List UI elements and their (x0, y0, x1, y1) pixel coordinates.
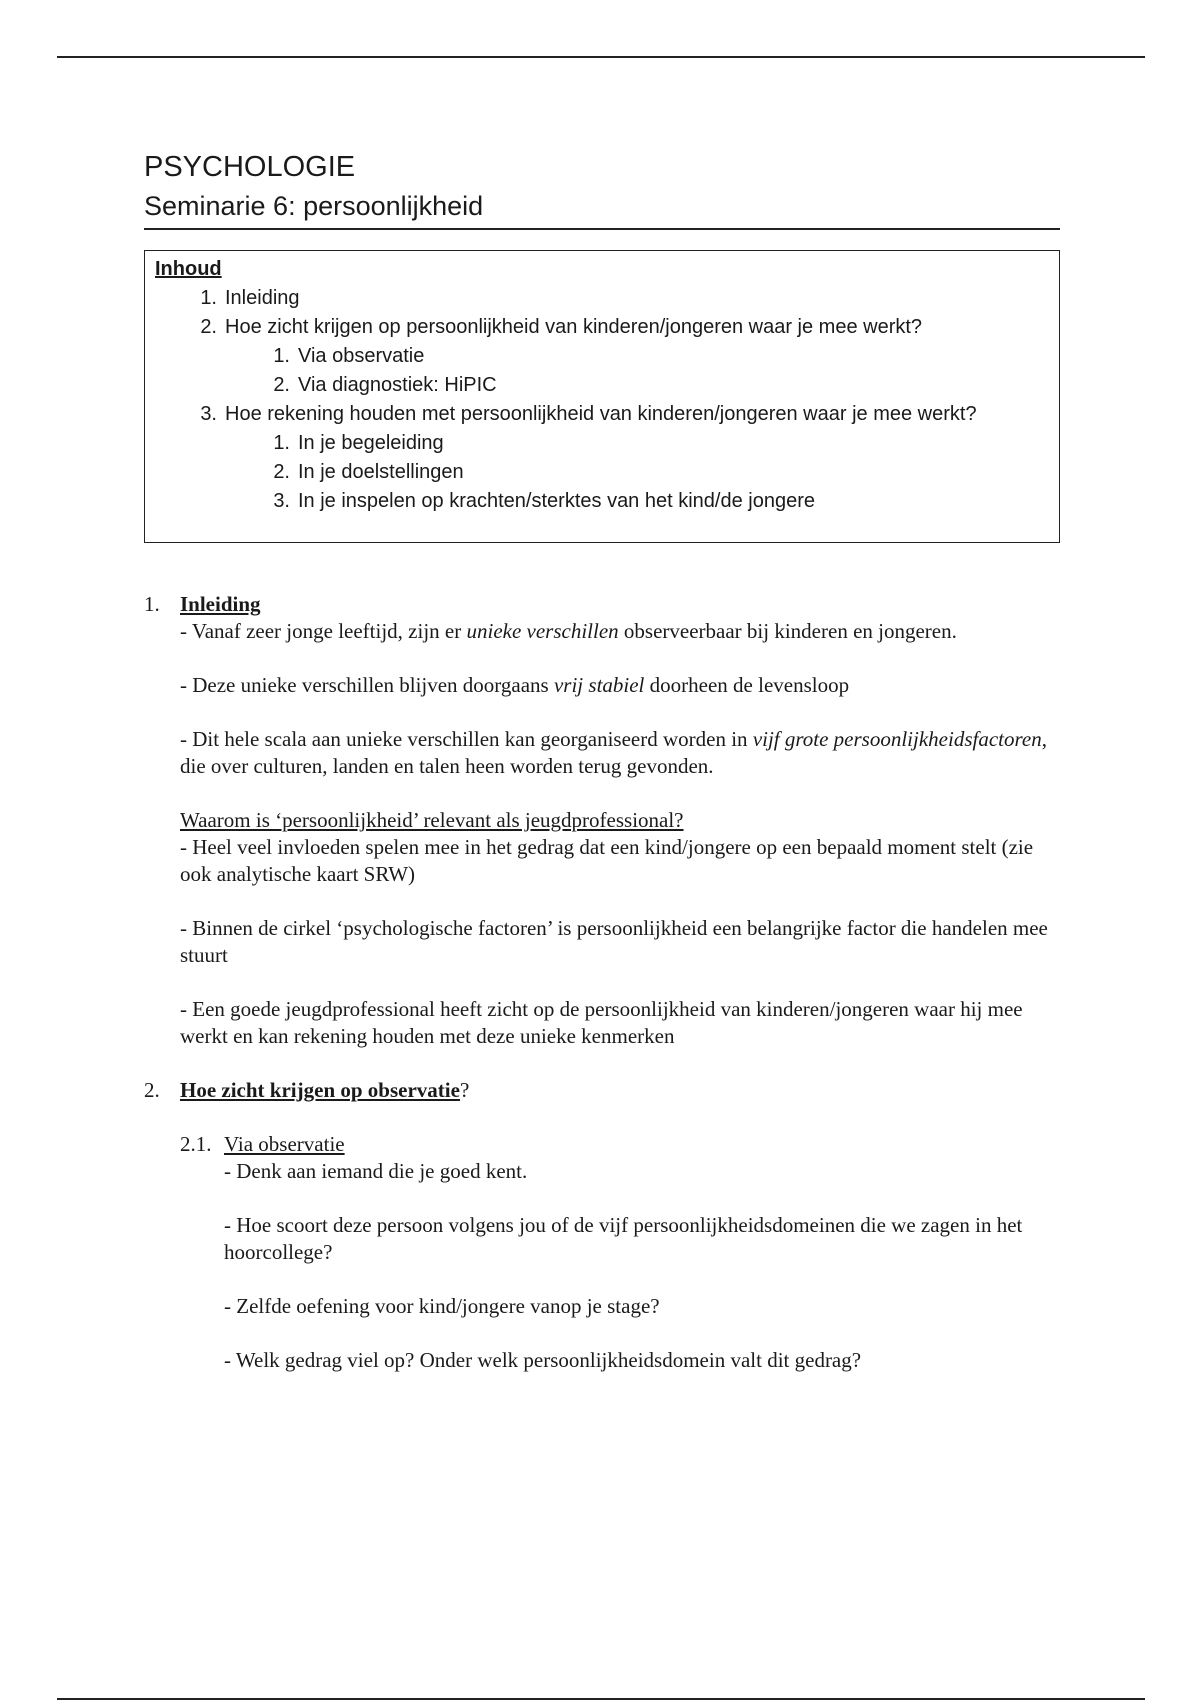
toc-item-text: Hoe zicht krijgen op persoonlijkheid van kinderen/jongeren waar je mee werkt? (225, 316, 923, 338)
paragraph: - Een goede jeugdprofessional heeft zicht op de persoonlijkheid van kinderen/jongeren waar hij mee werkt en kan rekening houden met deze unieke kenmerken (180, 997, 1023, 1048)
toc-item (155, 284, 1049, 313)
toc-subitem-text: In je begeleiding (298, 432, 444, 454)
toc-subitem-text: In je doelstellingen (298, 461, 464, 483)
toc-item-number: 1. (200, 287, 217, 309)
toc-heading: Inhoud (155, 258, 222, 280)
paragraph: - Denk aan iemand die je goed kent. (224, 1159, 528, 1183)
emphasis-text: vrij stabiel (553, 673, 645, 697)
toc-subitem-number: 2. (273, 461, 290, 483)
paragraph (180, 726, 1060, 780)
toc-subitem (155, 342, 1049, 371)
paragraph: - Welk gedrag viel op? Onder welk persoonlijkheidsdomein valt dit gedrag? (224, 1348, 862, 1372)
document-body (144, 591, 1060, 1374)
document-title: PSYCHOLOGIE (144, 151, 356, 183)
toc-subitem-number: 3. (273, 490, 290, 512)
paragraph: - Heel veel invloeden spelen mee in het gedrag dat een kind/jongere op een bepaald moment stelt (zie ook analytische kaart SRW) (180, 835, 1034, 886)
text-run: - Deze unieke verschillen blijven doorgaans (180, 673, 554, 697)
toc-subitem (155, 371, 1049, 400)
toc-item-number: 3. (200, 403, 217, 425)
toc-item (155, 313, 1049, 342)
section-heading (144, 1077, 1060, 1104)
toc-subitem-number: 2. (273, 374, 290, 396)
section-content (180, 618, 1060, 1050)
section-title-suffix: ? (459, 1078, 470, 1102)
subsection-content (224, 1158, 1060, 1374)
toc-subitem (155, 429, 1049, 458)
toc-subitem-number: 1. (273, 432, 290, 454)
question-heading: Waarom is ‘persoonlijkheid’ relevant als jeugdprofessional? (180, 808, 684, 832)
text-run: - Vanaf zeer jonge leeftijd, zijn er (180, 619, 467, 643)
text-run: , die over culturen, landen en talen heen worden terug gevonden. (180, 727, 1047, 778)
paragraph (180, 672, 1060, 699)
toc-item-number: 2. (200, 316, 217, 338)
text-run: observeerbaar bij kinderen en jongeren. (618, 619, 957, 643)
section-number: 1. (144, 592, 160, 616)
emphasis-text: unieke verschillen (466, 619, 619, 643)
section-number: 2. (144, 1078, 160, 1102)
paragraph: - Zelfde oefening voor kind/jongere vanop je stage? (224, 1294, 660, 1318)
toc-item-text: Hoe rekening houden met persoonlijkheid van kinderen/jongeren waar je mee werkt? (225, 403, 977, 425)
header-rule (57, 56, 1145, 58)
toc-subitem-number: 1. (273, 345, 290, 367)
paragraph (180, 618, 1060, 645)
text-run: - Dit hele scala aan unieke verschillen kan georganiseerd worden in (180, 727, 753, 751)
toc-subitem-text: Via diagnostiek: HiPIC (298, 374, 497, 396)
toc-subitem (155, 487, 1049, 516)
toc-subitem (155, 458, 1049, 487)
toc-subitem-text: In je inspelen op krachten/sterktes van het kind/de jongere (298, 490, 815, 512)
subsection-number: 2.1. (180, 1132, 212, 1156)
paragraph: - Binnen de cirkel ‘psychologische factoren’ is persoonlijkheid een belangrijke factor die handelen mee stuurt (180, 916, 1048, 967)
emphasis-text: vijf grote persoonlijkheidsfactoren (752, 727, 1042, 751)
section-title: Hoe zicht krijgen op observatie (180, 1078, 460, 1102)
toc-item (155, 400, 1049, 429)
section-heading (144, 591, 1060, 618)
document-page (144, 148, 1060, 1401)
table-of-contents (144, 250, 1060, 543)
document-subtitle: Seminarie 6: persoonlijkheid (144, 188, 1060, 230)
subsection-heading (180, 1131, 1060, 1158)
toc-subitem-text: Via observatie (298, 345, 425, 367)
paragraph: - Hoe scoort deze persoon volgens jou of de vijf persoonlijkheidsdomeinen die we zagen in het hoorcollege? (224, 1213, 1023, 1264)
subsection-title: Via observatie (224, 1132, 345, 1156)
text-run: doorheen de levensloop (644, 673, 850, 697)
section-title: Inleiding (180, 592, 261, 616)
toc-item-text: Inleiding (225, 287, 300, 309)
